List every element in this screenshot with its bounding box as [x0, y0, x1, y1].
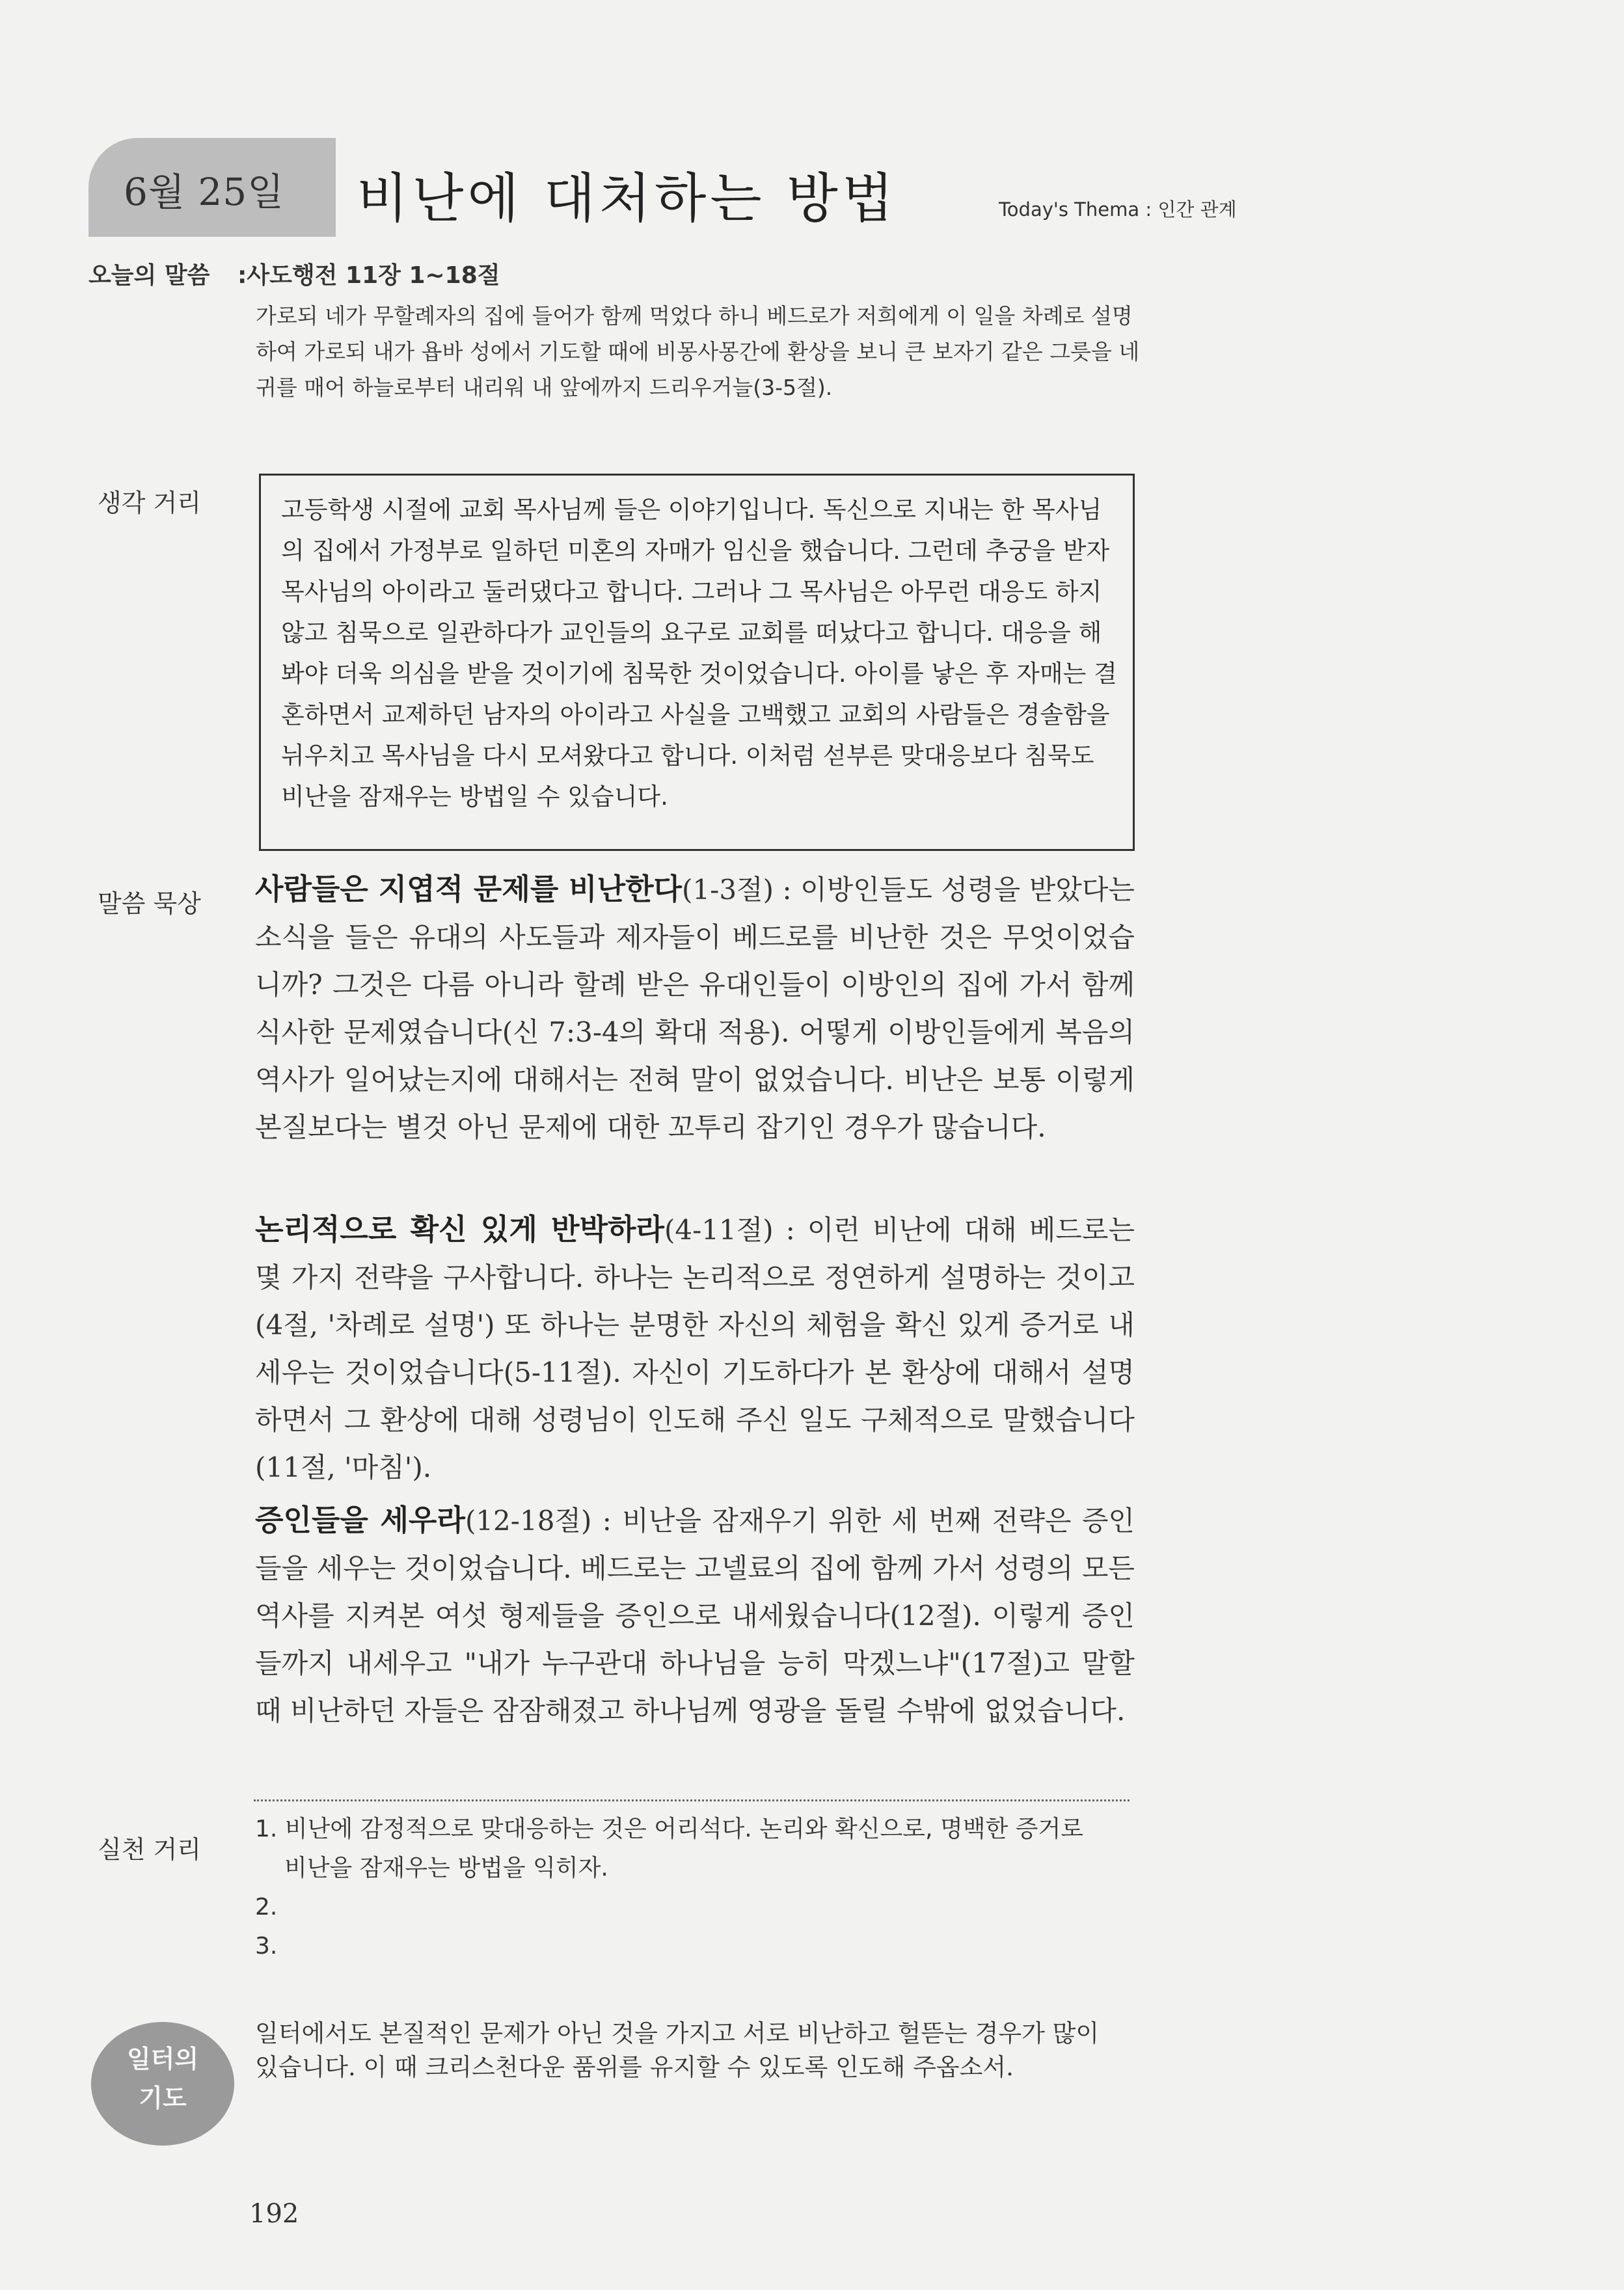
practice-item: 2. [255, 1894, 278, 1920]
meditation-paragraph [255, 1206, 1135, 1491]
practice-item: 1. 비난에 감정적으로 맞대응하는 것은 어리석다. 논리와 확신으로, 명백한 증거로 [255, 1816, 1084, 1842]
meditation-label: 말씀 묵상 [98, 889, 201, 918]
thought-text: 고등학생 시절에 교회 목사님께 들은 이야기입니다. 독신으로 지내는 한 목사님의 집에서 가정부로 일하던 미혼의 자매가 임신을 했습니다. 그런데 추궁을 받자 목사님의 아이라고 둘러댔다고 합니다. 그러나 그 목사님은 아무런 대응도 하지 않고 침묵으로 일관하다가 교인들의 요구로 교회를 떠났다고 합니다. 대응을 해봐야 더욱 의심을 받을 것이기에 침묵한 것이었습니다. 아이를 낳은 후 자매는 결혼하면서 교제하던 남자의 아이라고 사실을 고백했고 교회의 사람들은 경솔함을 뉘우치고 목사님을 다시 모셔왔다고 합니다. 이처럼 섣부른 맞대응보다 침묵도 비난을 잠재우는 방법일 수 있습니다. [281, 496, 1117, 811]
prayer-label-line: 일터의 [126, 2045, 199, 2073]
today-word-text: 가로되 네가 무할례자의 집에 들어가 함께 먹었다 하니 베드로가 저희에게 이 일을 차례로 설명하여 가로되 내가 욥바 성에서 기도할 때에 비몽사몽간에 환상을 보니 큰 보자기 같은 그릇을 네 귀를 매어 하늘로부터 내리워 내 앞에까지 드리우거늘(3-5절). [256, 303, 1140, 400]
prayer-label-line: 기도 [139, 2084, 187, 2112]
meditation-heading: 증인들을 세우라 [255, 1503, 465, 1537]
meditation-body: (12-18절) : 비난을 잠재우기 위한 세 번째 전략은 증인들을 세우는 것이었습니다. 베드로는 고넬료의 집에 함께 가서 성령의 모든 역사를 지켜본 여섯 형제들을 증인으로 내세웠습니다(12절). 이렇게 증인들까지 내세우고 "내가 누구관대 하나님을 능히 막겠느냐"(17절)고 말할 때 비난하던 자들은 잠잠해졌고 하나님께 영광을 돌릴 수밖에 없었습니다. [255, 1505, 1135, 1727]
page-title: 비난에 대처하는 방법 [357, 168, 898, 230]
today-word-reference: :사도행전 11장 1~18절 [237, 262, 500, 289]
practice-item: 비난을 잠재우는 방법을 익히자. [284, 1855, 608, 1881]
practice-item: 3. [255, 1933, 278, 1960]
meditation-heading: 논리적으로 확신 있게 반박하라 [255, 1212, 664, 1246]
meditation-body: (4-11절) : 이런 비난에 대해 베드로는 몇 가지 전략을 구사합니다. 하나는 논리적으로 정연하게 설명하는 것이고(4절, '차례로 설명') 또 하나는 분명한 자신의 체험을 확신 있게 증거로 내세우는 것이었습니다(5-11절). 자신이 기도하다가 본 환상에 대해서 설명하면서 그 환상에 대해 성령님이 인도해 주신 일도 구체적으로 말했습니다(11절, '마침'). [255, 1214, 1135, 1483]
page-number: 192 [249, 2199, 299, 2229]
prayer-label [91, 2040, 234, 2118]
today-word-label: 오늘의 말씀 [88, 262, 210, 289]
meditation-heading: 사람들은 지엽적 문제를 비난한다 [255, 872, 683, 906]
meditation-paragraph [255, 1496, 1135, 1734]
theme-label: Today's Thema : 인간 관계 [999, 198, 1237, 221]
thought-label: 생각 거리 [98, 489, 201, 517]
meditation-paragraph [255, 865, 1135, 1151]
practice-label: 실천 거리 [98, 1835, 201, 1864]
prayer-text: 일터에서도 본질적인 문제가 아닌 것을 가지고 서로 비난하고 헐뜯는 경우가 많이 있습니다. 이 때 크리스천다운 품위를 유지할 수 있도록 인도해 주옵소서. [255, 2019, 1100, 2081]
meditation-body: (1-3절) : 이방인들도 성령을 받았다는 소식을 들은 유대의 사도들과 제자들이 베드로를 비난한 것은 무엇이었습니까? 그것은 다름 아니라 할례 받은 유대인들이 이방인의 집에 가서 함께 식사한 문제였습니다(신 7:3-4의 확대 적용). 어떻게 이방인들에게 복음의 역사가 일어났는지에 대해서는 전혀 말이 없었습니다. 비난은 보통 이렇게 본질보다는 별것 아닌 문제에 대한 꼬투리 잡기인 경우가 많습니다. [255, 874, 1135, 1143]
section-divider [254, 1799, 1130, 1801]
date-label: 6월 25일 [124, 170, 285, 214]
